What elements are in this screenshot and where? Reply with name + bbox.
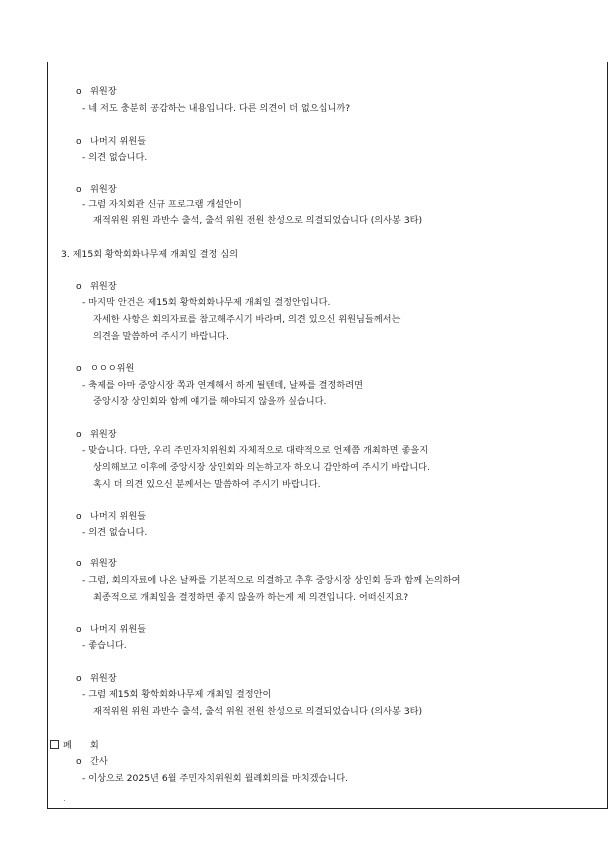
- speaker-label: o 나머지 위원들: [76, 136, 147, 147]
- bullet-icon: o: [76, 511, 82, 522]
- speaker-label: o 간사: [76, 756, 108, 767]
- speech-line: 상의해보고 이후에 중앙시장 상인회와 의논하고자 하오니 감안하여 주시기 바랍니다.: [93, 462, 430, 473]
- speech-line: 자세한 사항은 회의자료를 참고해주시기 바라며, 의견 있으신 위원님들께서는: [93, 314, 401, 325]
- speech-line: 의견을 말씀하여 주시기 바랍니다.: [93, 331, 229, 342]
- speech-line: - 이상으로 2025년 6월 주민자치위원회 월례회의를 마치겠습니다.: [82, 773, 348, 784]
- checkbox-square-icon: [50, 740, 59, 749]
- bullet-icon: o: [76, 86, 82, 97]
- bullet-icon: o: [76, 558, 82, 569]
- speaker-label: o 위원장: [76, 281, 117, 292]
- speech-line: - 의견 없습니다.: [82, 527, 148, 538]
- speech-line: 재적위원 위원 과반수 출석, 출석 위원 전원 찬성으로 의결되었습니다 (의사봉 3타): [93, 215, 423, 226]
- closing-heading: 폐 회: [50, 740, 99, 752]
- speech-line: - 네 저도 충분히 공감하는 내용입니다. 다른 의견이 더 없으십니까?: [82, 103, 351, 114]
- speech-line: 최종적으로 개최일을 결정하면 좋지 않을까 하는게 제 의견입니다. 어떠신지요?: [93, 592, 409, 603]
- bullet-icon: o: [76, 363, 82, 374]
- speech-line: - 그럼, 회의자료에 나온 날짜를 기본적으로 의결하고 추후 중앙시장 상인회 등과 함께 논의하여: [82, 575, 461, 586]
- speech-line: - 의견 없습니다.: [82, 152, 148, 163]
- speech-line: 재적위원 위원 과반수 출석, 출석 위원 전원 찬성으로 의결되었습니다 (의사봉 3타): [93, 706, 423, 717]
- speech-line: - 마지막 안건은 제15회 황학회화나무제 개최일 결정안입니다.: [82, 297, 331, 308]
- speaker-label: o ㅇㅇㅇ위원: [76, 363, 135, 374]
- speech-line: - 맞습니다. 다만, 우리 주민자치위원회 자체적으로 대략적으로 언제쯤 개최하면 좋을지: [82, 445, 429, 456]
- speech-line: - 축제를 아마 중앙시장 쪽과 연계해서 하게 될텐데, 날짜를 결정하려면: [82, 380, 364, 391]
- speech-line: - 그럼 제15회 황학회화나무제 개최일 결정안이: [82, 689, 272, 700]
- speech-line: 혹시 더 의견 있으신 분께서는 말씀하여 주시기 바랍니다.: [93, 479, 321, 490]
- speaker-label: o 위원장: [76, 86, 117, 97]
- stray-mark: [64, 800, 65, 801]
- bullet-icon: o: [76, 281, 82, 292]
- speaker-label: o 위원장: [76, 184, 117, 195]
- speaker-label: o 위원장: [76, 429, 117, 440]
- speaker-label: o 나머지 위원들: [76, 511, 147, 522]
- speaker-label: o 나머지 위원들: [76, 624, 147, 635]
- speaker-label: o 위원장: [76, 673, 117, 684]
- bullet-icon: o: [76, 429, 82, 440]
- speaker-label: o 위원장: [76, 558, 117, 569]
- bullet-icon: o: [76, 136, 82, 147]
- speech-line: - 그럼 자치회관 신규 프로그램 개설안이: [82, 199, 242, 210]
- bullet-icon: o: [76, 624, 82, 635]
- speech-line: 중앙시장 상인회와 함께 얘기를 해야되지 않을까 싶습니다.: [93, 396, 327, 407]
- speech-line: - 좋습니다.: [82, 640, 127, 651]
- bullet-icon: o: [76, 184, 82, 195]
- bullet-icon: o: [76, 673, 82, 684]
- bullet-icon: o: [76, 756, 82, 767]
- section-heading: 3. 제15회 황학회화나무제 개최일 결정 심의: [61, 249, 239, 260]
